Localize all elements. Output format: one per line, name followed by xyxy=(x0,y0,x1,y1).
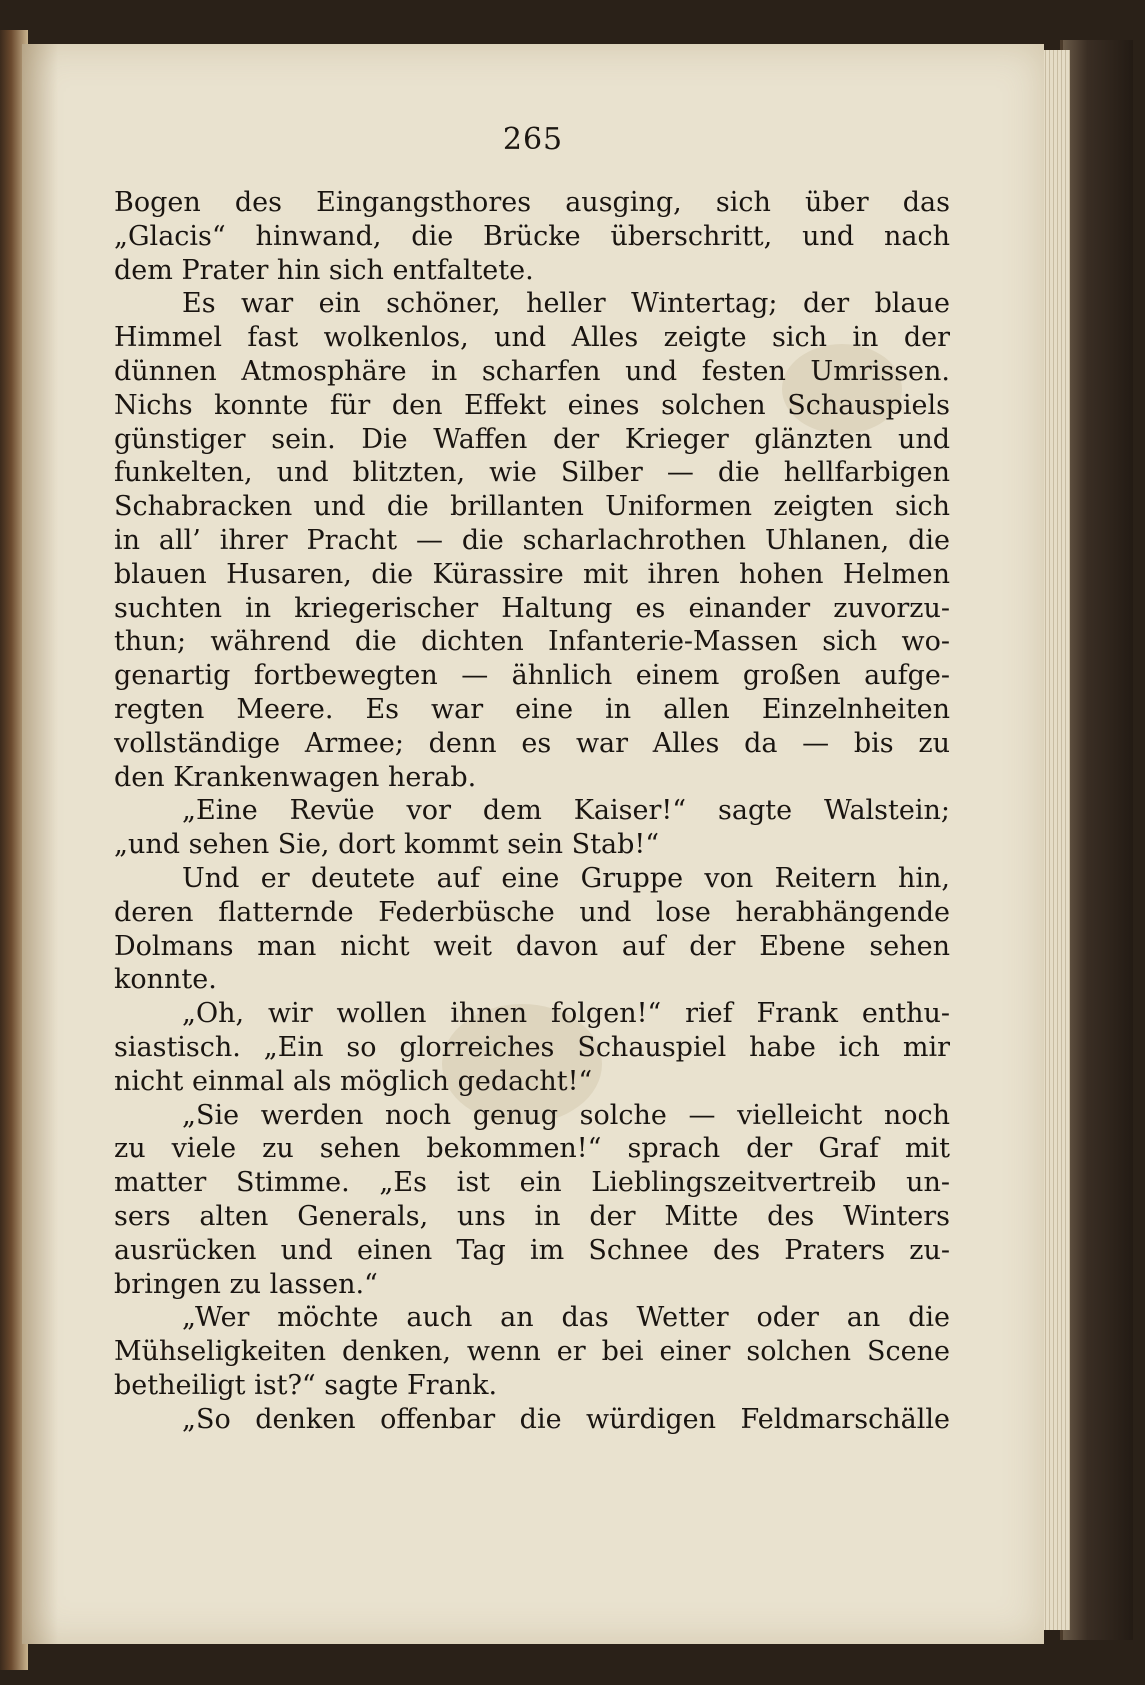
text-line: funkelten, und blitzten, wie Silber — die hellfarbigen xyxy=(114,457,950,489)
text-line: den Krankenwagen herab. xyxy=(114,761,477,793)
text-line: „So denken offenbar die würdigen Feldmarschälle xyxy=(182,1403,950,1435)
text-line: siastisch. „Ein so glorreiches Schauspiel habe ich mir xyxy=(114,1031,950,1063)
text-line: Mühseligkeiten denken, wenn er bei einer solchen Scene xyxy=(114,1336,950,1368)
text-line: „und sehen Sie, dort kommt sein Stab!“ xyxy=(114,829,660,861)
text-line: dünnen Atmosphäre in scharfen und festen Umrissen. xyxy=(114,355,950,387)
text-line: Bogen des Eingangsthores ausging, sich über das xyxy=(114,187,950,218)
text-line: Dolmans man nicht weit davon auf der Ebene sehen xyxy=(114,930,950,962)
text-line: nicht einmal als möglich gedacht!“ xyxy=(114,1065,593,1097)
text-line: regten Meere. Es war eine in allen Einzelnheiten xyxy=(114,693,950,725)
text-line: betheiligt ist?“ sagte Frank. xyxy=(114,1369,498,1401)
text-line: konnte. xyxy=(114,964,217,996)
text-line: „Wer möchte auch an das Wetter oder an die xyxy=(182,1302,950,1334)
text-line: genartig fortbewegten — ähnlich einem großen aufge- xyxy=(114,660,950,692)
book-page xyxy=(22,44,1044,1644)
text-line: „Sie werden noch genug solche — vielleicht noch xyxy=(182,1099,950,1131)
text-line: Und er deutete auf eine Gruppe von Reitern hin, xyxy=(182,862,950,894)
text-line: Es war ein schöner, heller Wintertag; der blaue xyxy=(182,288,950,320)
text-line: vollständige Armee; denn es war Alles da — bis zu xyxy=(114,727,950,759)
text-line: sers alten Generals, uns in der Mitte des Winters xyxy=(114,1200,950,1232)
page-number: 265 xyxy=(502,122,564,157)
text-line: Schabracken und die brillanten Uniformen zeigten sich xyxy=(114,491,950,523)
gutter-shadow xyxy=(22,44,58,1644)
text-line: bringen zu lassen.“ xyxy=(114,1268,378,1300)
book-cover-edge xyxy=(1060,40,1133,1640)
text-line: matter Stimme. „Es ist ein Lieblingszeitvertreib un- xyxy=(114,1167,950,1199)
text-line: thun; während die dichten Infanterie-Massen sich wo- xyxy=(114,626,950,658)
text-line: suchten in kriegerischer Haltung es einander zuvorzu- xyxy=(114,592,950,624)
text-line: „Oh, wir wollen ihnen folgen!“ rief Frank enthu- xyxy=(182,998,950,1030)
text-line: Himmel fast wolkenlos, und Alles zeigte sich in der xyxy=(114,322,950,354)
text-line: dem Prater hin sich entfaltete. xyxy=(114,254,534,286)
text-line: „Eine Revüe vor dem Kaiser!“ sagte Walstein; xyxy=(182,795,950,827)
text-line: „Glacis“ hinwand, die Brücke überschritt, und nach xyxy=(114,220,950,252)
text-line: in all’ ihrer Pracht — die scharlachrothen Uhlanen, die xyxy=(114,524,950,556)
text-line: deren flatternde Federbüsche und lose herabhängende xyxy=(114,896,950,928)
text-line: ausrücken und einen Tag im Schnee des Praters zu- xyxy=(114,1234,950,1266)
body-text xyxy=(114,186,950,1436)
text-line: zu viele zu sehen bekommen!“ sprach der Graf mit xyxy=(114,1133,950,1165)
text-line: Nichs konnte für den Effekt eines solchen Schauspiels xyxy=(114,389,950,421)
text-line: günstiger sein. Die Waffen der Krieger glänzten und xyxy=(114,423,950,455)
text-line: blauen Husaren, die Kürassire mit ihren hohen Helmen xyxy=(114,558,950,590)
